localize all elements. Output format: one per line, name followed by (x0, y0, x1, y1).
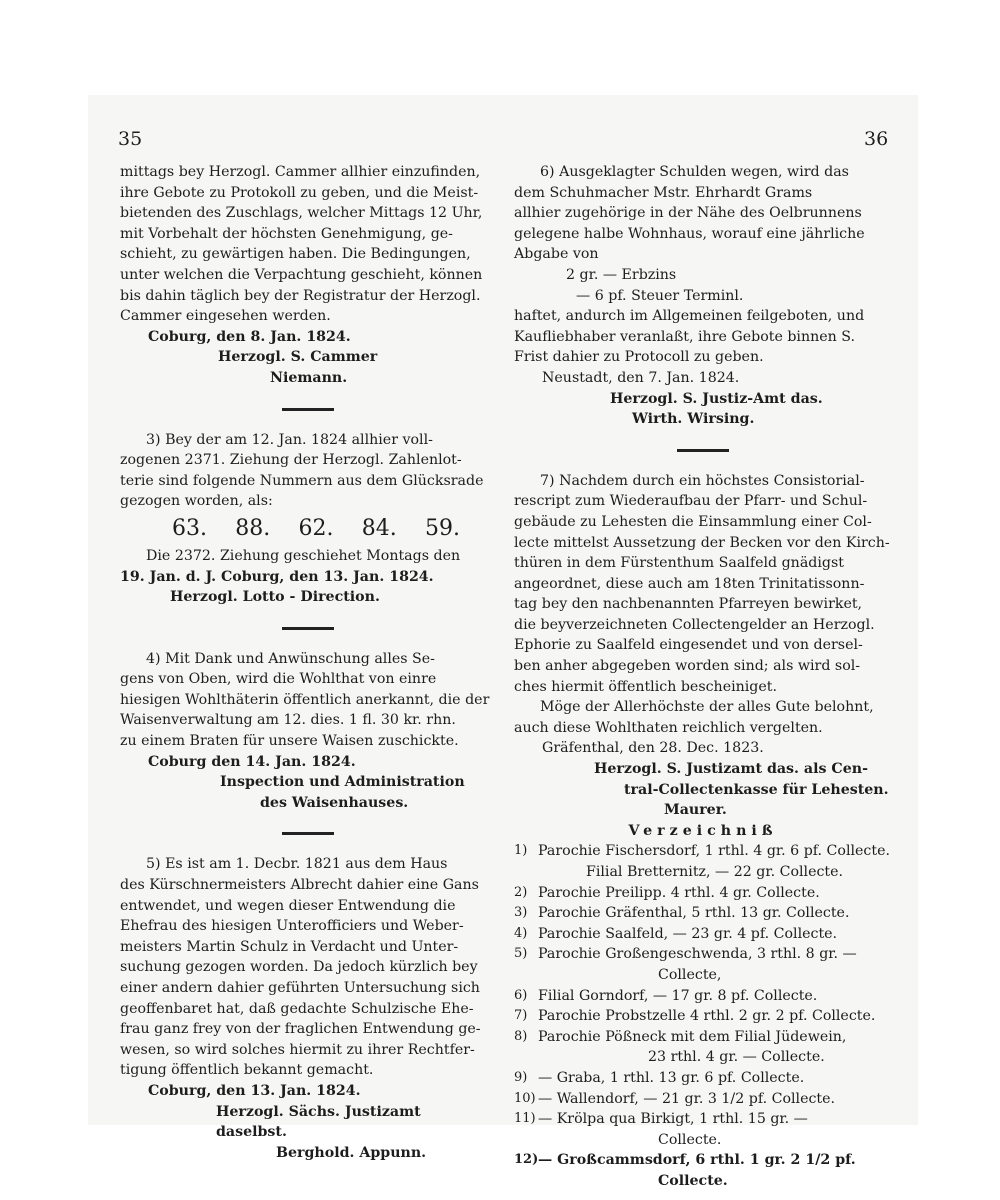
text-line: tigung öffentlich bekannt gemacht. (120, 1062, 374, 1079)
item-number: 2) (514, 884, 528, 900)
item-number: 1) (514, 843, 528, 859)
text-line: Möge der Allerhöchste der alles Gute belohnt, (540, 699, 874, 716)
text-line: des Kürschnermeisters Albrecht dahier eine Gans (120, 877, 479, 894)
text-line: frau ganz frey von der fraglichen Entwendung ge- (120, 1021, 481, 1038)
item-text: — Großcammsdorf, 6 rthl. 1 gr. 2 1/2 pf. (538, 1152, 856, 1169)
section-divider (282, 832, 334, 835)
left-column (120, 162, 496, 1163)
item-text: Parochie Preilipp. 4 rthl. 4 gr. Collecte. (538, 884, 820, 901)
signature-line: Herzogl. Lotto - Direction. (170, 589, 380, 606)
text-line: allhier zugehörige in der Nähe des Oelbrunnens (514, 205, 862, 222)
text-line: ihre Gebote zu Protokoll zu geben, und die Meist- (120, 184, 479, 201)
list-item (514, 1109, 892, 1130)
text-line: zogenen 2371. Ziehung der Herzogl. Zahlenlot- (120, 452, 462, 469)
date-line: Coburg, den 13. Jan. 1824. (148, 1082, 361, 1099)
lottery-number: 63. (172, 515, 207, 541)
text-line: gezogen worden, als: (120, 493, 273, 510)
date-line: 19. Jan. d. J. Coburg, den 13. Jan. 1824. (120, 568, 434, 585)
item-text: Collecte. (658, 1172, 728, 1189)
text-line: haftet, andurch im Allgemeinen feilgeboten, und (514, 308, 865, 325)
item-number: 3) (514, 905, 528, 921)
list-item (514, 1150, 892, 1171)
list-item (514, 1171, 892, 1192)
text-line: 5) Es ist am 1. Decbr. 1821 aus dem Haus (146, 856, 448, 873)
text-line: ben anher abgegeben worden sind; als wird sol- (514, 658, 861, 675)
text-line: angeordnet, diese auch am 18ten Trinitatissonn- (514, 575, 865, 592)
item-number: 10) (514, 1090, 536, 1106)
item-text: Filial Bretternitz, — 22 gr. Collecte. (586, 864, 844, 880)
date-line: Neustadt, den 7. Jan. 1824. (542, 369, 740, 386)
page-number-left: 35 (118, 128, 143, 150)
list-item (514, 986, 892, 1007)
text-line: Kaufliebhaber veranlaßt, ihre Gebote binnen S. (514, 328, 856, 345)
signature-line: Maurer. (664, 802, 727, 819)
notice-5 (120, 854, 496, 1163)
signature-line: Wirth. Wirsing. (632, 411, 755, 428)
item-number (634, 1130, 658, 1151)
item-number (634, 1171, 658, 1192)
text-line: bis dahin täglich bey der Registratur der Herzogl. (120, 287, 481, 304)
text-line: rescript zum Wiederaufbau der Pfarr- und Schul- (514, 493, 868, 510)
list-heading: Verzeichniß (628, 822, 778, 839)
item-text: Parochie Fischersdorf, 1 rthl. 4 gr. 6 pf. Collecte. (538, 843, 890, 860)
text-line: lecte mittelst Aussetzung der Becken vor den Kirch- (514, 534, 890, 551)
text-line: Cammer eingesehen werden. (120, 308, 331, 325)
item-text: Parochie Gräfenthal, 5 rthl. 13 gr. Collecte. (538, 905, 850, 922)
item-number: 11) (514, 1111, 536, 1127)
text-line: tag bey den nachbenannten Pfarreyen bewirket, (514, 596, 863, 613)
lottery-number: 84. (361, 515, 397, 541)
lottery-number: 59. (425, 515, 460, 541)
text-line: 2 gr. — Erbzins (566, 266, 677, 283)
list-item (514, 1130, 892, 1151)
text-line: ches hiermit öffentlich bescheiniget. (514, 678, 777, 695)
text-line: terie sind folgende Nummern aus dem Glücksrade (120, 472, 484, 489)
section-divider (282, 408, 334, 411)
text-line: schieht, zu gewärtigen haben. Die Bedingungen, (120, 246, 471, 263)
list-item (514, 1089, 892, 1110)
list-item (514, 1006, 892, 1027)
notice-4 (120, 649, 496, 814)
lottery-number: 62. (298, 515, 334, 541)
text-line: hiesigen Wohlthäterin öffentlich anerkannt, die der (120, 691, 490, 708)
text-line: auch diese Wohlthaten reichlich vergelten. (514, 719, 823, 736)
item-text: Collecte. (658, 1131, 722, 1148)
section-divider (677, 449, 729, 452)
signature-line: Herzogl. S. Justizamt das. als Cen- (594, 761, 868, 778)
text-line: mittags bey Herzogl. Cammer allhier einzufinden, (120, 164, 481, 180)
text-line: meisters Martin Schulz in Verdacht und Unter- (120, 938, 459, 955)
item-text: Collecte, (658, 966, 722, 983)
signature-line: Herzogl. Sächs. Justizamt daselbst. (216, 1103, 421, 1141)
text-line: zu einem Braten für unsere Waisen zuschickte. (120, 733, 459, 750)
item-number: 5) (514, 946, 528, 962)
section-divider (282, 627, 334, 630)
text-line: Frist dahier zu Protocoll zu geben. (514, 349, 764, 366)
right-column (514, 162, 892, 1192)
signature-line: des Waisenhauses. (260, 794, 409, 811)
text-line: dem Schuhmacher Mstr. Ehrhardt Grams (514, 184, 813, 201)
lottery-numbers (120, 512, 496, 546)
signature-line: tral-Collectenkasse für Lehesten. (624, 781, 889, 798)
signature-line: Inspection und Administration (220, 774, 465, 791)
list-item (514, 903, 892, 924)
item-text: Parochie Saalfeld, — 23 gr. 4 pf. Collecte. (538, 925, 838, 942)
text-line: gebäude zu Lehesten die Einsammlung einer Col- (514, 513, 872, 530)
item-number: 7) (514, 1008, 528, 1024)
text-line: wesen, so wird solches hiermit zu ihrer Rechtfer- (120, 1041, 475, 1058)
text-line: — 6 pf. Steuer Terminl. (576, 287, 744, 304)
item-number: 4) (514, 925, 528, 941)
date-line: Gräfenthal, den 28. Dec. 1823. (542, 740, 764, 757)
item-text: Parochie Probstzelle 4 rthl. 2 gr. 2 pf. Collecte. (538, 1008, 876, 1025)
list-item (514, 924, 892, 945)
text-line: unter welchen die Verpachtung geschieht, können (120, 266, 483, 283)
item-text: Filial Gorndorf, — 17 gr. 8 pf. Collecte. (538, 987, 818, 1004)
page-number-right: 36 (864, 128, 889, 150)
text-line: geoffenbaret hat, daß gedachte Schulzische Ehe- (120, 1000, 474, 1017)
text-line: Ephorie zu Saalfeld eingesendet und von dersel- (514, 637, 863, 654)
item-text: — Wallendorf, — 21 gr. 3 1/2 pf. Collecte. (538, 1090, 836, 1107)
list-item (514, 1068, 892, 1089)
text-line: gens von Oben, wird die Wohlthat von einre (120, 671, 437, 688)
list-item (514, 1027, 892, 1048)
item-text: Parochie Pößneck mit dem Filial Jüdewein, (538, 1028, 847, 1045)
item-number: 12) (514, 1152, 539, 1168)
item-number: 9) (514, 1069, 528, 1085)
notice-6 (514, 162, 892, 430)
list-item (514, 883, 892, 904)
notice-3 (120, 430, 496, 608)
signature-line: Herzogl. S. Justiz-Amt das. (610, 390, 823, 407)
text-line: Abgabe von (514, 246, 599, 263)
list-item (514, 841, 892, 862)
text-line: thüren in dem Fürstenthum Saalfeld gnädigst (514, 555, 844, 572)
item-number (634, 965, 658, 986)
item-number: 6) (514, 987, 528, 1003)
signature-line: Herzogl. S. Cammer (218, 349, 378, 366)
text-line: mit Vorbehalt der höchsten Genehmigung, ge- (120, 225, 453, 242)
text-line: die beyverzeichneten Collectengelder an Herzogl. (514, 616, 875, 633)
lottery-number: 88. (235, 515, 271, 541)
list-item (514, 862, 892, 883)
text-line: Waisenverwaltung am 12. dies. 1 fl. 30 kr. rhn. (120, 712, 456, 729)
list-item (514, 944, 892, 965)
item-number (624, 1047, 648, 1068)
text-line: einer andern dahier geführten Untersuchung sich (120, 980, 480, 996)
list-item (514, 965, 892, 986)
item-number: 8) (514, 1028, 528, 1044)
item-text: Parochie Großengeschwenda, 3 rthl. 8 gr. — (538, 946, 857, 963)
text-line: bietenden des Zuschlags, welcher Mittags 12 Uhr, (120, 205, 483, 222)
item-number (562, 862, 586, 883)
text-line: 3) Bey der am 12. Jan. 1824 allhier voll- (146, 431, 433, 448)
item-text: 23 rthl. 4 gr. — Collecte. (648, 1049, 825, 1066)
text-line: 7) Nachdem durch ein höchstes Consistorial- (540, 472, 865, 489)
date-line: Coburg, den 8. Jan. 1824. (148, 328, 351, 345)
text-line: gelegene halbe Wohnhaus, worauf eine jährliche (514, 225, 865, 242)
date-line: Coburg den 14. Jan. 1824. (148, 753, 356, 770)
list-item (514, 1047, 892, 1068)
signature-line: Niemann. (270, 369, 348, 386)
text-line: 6) Ausgeklagter Schulden wegen, wird das (540, 164, 849, 180)
item-text: — Krölpa qua Birkigt, 1 rthl. 15 gr. — (538, 1111, 808, 1128)
text-line: Ehefrau des hiesigen Unterofficiers und Weber- (120, 918, 464, 935)
text-line: Die 2372. Ziehung geschiehet Montags den (146, 547, 461, 564)
text-line: 4) Mit Dank und Anwünschung alles Se- (146, 650, 435, 667)
notice-7 (514, 471, 892, 1192)
collection-list (514, 841, 892, 1191)
continued-notice (120, 162, 496, 389)
signature-line: Berghold. Appunn. (276, 1144, 427, 1161)
text-line: suchung gezogen worden. Da jedoch kürzlich bey (120, 959, 478, 976)
item-text: — Graba, 1 rthl. 13 gr. 6 pf. Collecte. (538, 1069, 805, 1086)
text-line: entwendet, und wegen dieser Entwendung die (120, 897, 456, 914)
